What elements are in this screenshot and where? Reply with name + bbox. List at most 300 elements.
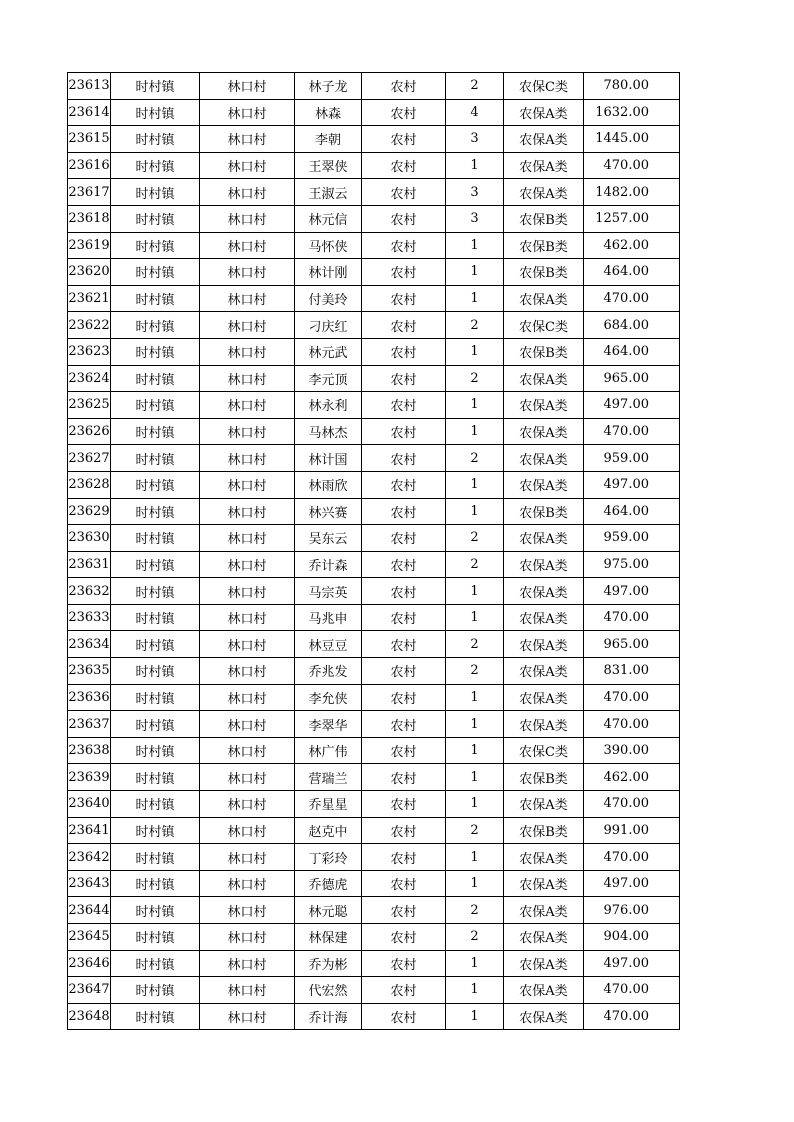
- cell-amount: 464.00: [584, 259, 680, 286]
- table-row: [68, 365, 680, 392]
- cell-category: 农保A类: [504, 392, 584, 419]
- cell-name: 林元武: [295, 338, 362, 365]
- cell-amount: 1482.00: [584, 179, 680, 206]
- cell-name: 乔星星: [295, 791, 362, 818]
- cell-village: 林口村: [200, 445, 295, 472]
- table-row: [68, 392, 680, 419]
- table-row: [68, 179, 680, 206]
- cell-type: 农村: [362, 631, 446, 658]
- cell-category: 农保A类: [504, 551, 584, 578]
- cell-name: 马宗英: [295, 578, 362, 605]
- table-row: [68, 791, 680, 818]
- table-row: [68, 205, 680, 232]
- cell-type: 农村: [362, 73, 446, 100]
- cell-town: 时村镇: [111, 471, 200, 498]
- cell-id: 23619: [68, 232, 111, 259]
- cell-town: 时村镇: [111, 924, 200, 951]
- cell-village: 林口村: [200, 551, 295, 578]
- cell-name: 李元顶: [295, 365, 362, 392]
- cell-type: 农村: [362, 924, 446, 951]
- cell-type: 农村: [362, 870, 446, 897]
- cell-type: 农村: [362, 950, 446, 977]
- cell-type: 农村: [362, 126, 446, 153]
- cell-count: 2: [446, 817, 504, 844]
- cell-amount: 470.00: [584, 285, 680, 312]
- cell-category: 农保A类: [504, 179, 584, 206]
- cell-village: 林口村: [200, 1003, 295, 1030]
- cell-category: 农保C类: [504, 73, 584, 100]
- cell-category: 农保A类: [504, 285, 584, 312]
- cell-name: 马怀侠: [295, 232, 362, 259]
- cell-id: 23643: [68, 870, 111, 897]
- cell-id: 23622: [68, 312, 111, 339]
- cell-town: 时村镇: [111, 126, 200, 153]
- cell-type: 农村: [362, 312, 446, 339]
- cell-name: 林元聪: [295, 897, 362, 924]
- cell-count: 1: [446, 259, 504, 286]
- table-body: [68, 73, 680, 1030]
- cell-town: 时村镇: [111, 365, 200, 392]
- table-row: [68, 312, 680, 339]
- cell-amount: 464.00: [584, 338, 680, 365]
- cell-category: 农保B类: [504, 338, 584, 365]
- cell-count: 1: [446, 232, 504, 259]
- table-row: [68, 684, 680, 711]
- cell-town: 时村镇: [111, 977, 200, 1004]
- cell-count: 1: [446, 418, 504, 445]
- cell-name: 赵克中: [295, 817, 362, 844]
- cell-category: 农保B类: [504, 259, 584, 286]
- cell-town: 时村镇: [111, 711, 200, 738]
- cell-id: 23620: [68, 259, 111, 286]
- cell-name: 付美玲: [295, 285, 362, 312]
- cell-village: 林口村: [200, 259, 295, 286]
- cell-count: 3: [446, 205, 504, 232]
- cell-village: 林口村: [200, 285, 295, 312]
- cell-type: 农村: [362, 99, 446, 126]
- cell-village: 林口村: [200, 365, 295, 392]
- cell-village: 林口村: [200, 604, 295, 631]
- cell-id: 23634: [68, 631, 111, 658]
- cell-count: 1: [446, 737, 504, 764]
- cell-town: 时村镇: [111, 658, 200, 685]
- cell-id: 23641: [68, 817, 111, 844]
- cell-town: 时村镇: [111, 73, 200, 100]
- cell-type: 农村: [362, 578, 446, 605]
- cell-category: 农保C类: [504, 737, 584, 764]
- table-row: [68, 338, 680, 365]
- table-row: [68, 73, 680, 100]
- cell-amount: 959.00: [584, 525, 680, 552]
- cell-count: 1: [446, 471, 504, 498]
- cell-amount: 975.00: [584, 551, 680, 578]
- cell-count: 2: [446, 73, 504, 100]
- cell-amount: 470.00: [584, 791, 680, 818]
- cell-category: 农保A类: [504, 711, 584, 738]
- cell-type: 农村: [362, 365, 446, 392]
- cell-id: 23639: [68, 764, 111, 791]
- cell-town: 时村镇: [111, 445, 200, 472]
- cell-count: 1: [446, 791, 504, 818]
- cell-id: 23646: [68, 950, 111, 977]
- cell-name: 林计国: [295, 445, 362, 472]
- cell-count: 4: [446, 99, 504, 126]
- cell-id: 23633: [68, 604, 111, 631]
- cell-count: 2: [446, 631, 504, 658]
- cell-type: 农村: [362, 418, 446, 445]
- cell-id: 23614: [68, 99, 111, 126]
- cell-name: 刁庆红: [295, 312, 362, 339]
- cell-id: 23624: [68, 365, 111, 392]
- cell-type: 农村: [362, 791, 446, 818]
- cell-town: 时村镇: [111, 498, 200, 525]
- cell-amount: 470.00: [584, 152, 680, 179]
- cell-type: 农村: [362, 737, 446, 764]
- cell-village: 林口村: [200, 498, 295, 525]
- cell-name: 林子龙: [295, 73, 362, 100]
- table-row: [68, 1003, 680, 1030]
- table-row: [68, 658, 680, 685]
- cell-type: 农村: [362, 977, 446, 1004]
- cell-town: 时村镇: [111, 950, 200, 977]
- cell-village: 林口村: [200, 179, 295, 206]
- cell-village: 林口村: [200, 924, 295, 951]
- cell-town: 时村镇: [111, 764, 200, 791]
- table-row: [68, 578, 680, 605]
- cell-village: 林口村: [200, 205, 295, 232]
- cell-amount: 780.00: [584, 73, 680, 100]
- cell-id: 23629: [68, 498, 111, 525]
- cell-village: 林口村: [200, 99, 295, 126]
- cell-town: 时村镇: [111, 152, 200, 179]
- cell-village: 林口村: [200, 791, 295, 818]
- cell-village: 林口村: [200, 338, 295, 365]
- cell-type: 农村: [362, 471, 446, 498]
- cell-category: 农保A类: [504, 471, 584, 498]
- cell-count: 1: [446, 152, 504, 179]
- cell-village: 林口村: [200, 471, 295, 498]
- cell-name: 王淑云: [295, 179, 362, 206]
- cell-village: 林口村: [200, 977, 295, 1004]
- cell-id: 23637: [68, 711, 111, 738]
- cell-town: 时村镇: [111, 525, 200, 552]
- cell-amount: 470.00: [584, 604, 680, 631]
- cell-name: 营瑞兰: [295, 764, 362, 791]
- cell-id: 23616: [68, 152, 111, 179]
- cell-category: 农保B类: [504, 232, 584, 259]
- cell-category: 农保A类: [504, 126, 584, 153]
- cell-category: 农保A类: [504, 152, 584, 179]
- cell-amount: 470.00: [584, 684, 680, 711]
- cell-count: 1: [446, 392, 504, 419]
- cell-amount: 464.00: [584, 498, 680, 525]
- cell-village: 林口村: [200, 312, 295, 339]
- table-row: [68, 631, 680, 658]
- cell-town: 时村镇: [111, 737, 200, 764]
- cell-town: 时村镇: [111, 1003, 200, 1030]
- cell-name: 林计刚: [295, 259, 362, 286]
- table-row: [68, 977, 680, 1004]
- cell-village: 林口村: [200, 392, 295, 419]
- cell-id: 23617: [68, 179, 111, 206]
- table-row: [68, 817, 680, 844]
- data-table-container: [67, 72, 679, 1030]
- cell-category: 农保A类: [504, 897, 584, 924]
- cell-amount: 470.00: [584, 977, 680, 1004]
- cell-amount: 470.00: [584, 844, 680, 871]
- cell-id: 23640: [68, 791, 111, 818]
- cell-category: 农保A类: [504, 604, 584, 631]
- cell-name: 乔德虎: [295, 870, 362, 897]
- cell-type: 农村: [362, 498, 446, 525]
- cell-name: 李朝: [295, 126, 362, 153]
- cell-name: 林豆豆: [295, 631, 362, 658]
- cell-town: 时村镇: [111, 418, 200, 445]
- cell-id: 23638: [68, 737, 111, 764]
- cell-count: 1: [446, 578, 504, 605]
- cell-town: 时村镇: [111, 604, 200, 631]
- cell-id: 23618: [68, 205, 111, 232]
- table-row: [68, 498, 680, 525]
- table-row: [68, 551, 680, 578]
- cell-village: 林口村: [200, 126, 295, 153]
- cell-village: 林口村: [200, 658, 295, 685]
- cell-name: 林兴赛: [295, 498, 362, 525]
- table-row: [68, 604, 680, 631]
- cell-category: 农保C类: [504, 312, 584, 339]
- cell-village: 林口村: [200, 578, 295, 605]
- cell-category: 农保A类: [504, 365, 584, 392]
- cell-type: 农村: [362, 259, 446, 286]
- cell-type: 农村: [362, 152, 446, 179]
- cell-type: 农村: [362, 844, 446, 871]
- cell-category: 农保A类: [504, 791, 584, 818]
- cell-village: 林口村: [200, 711, 295, 738]
- cell-id: 23635: [68, 658, 111, 685]
- cell-name: 李允侠: [295, 684, 362, 711]
- cell-type: 农村: [362, 1003, 446, 1030]
- cell-town: 时村镇: [111, 232, 200, 259]
- cell-type: 农村: [362, 392, 446, 419]
- cell-amount: 976.00: [584, 897, 680, 924]
- cell-id: 23632: [68, 578, 111, 605]
- cell-type: 农村: [362, 684, 446, 711]
- table-row: [68, 737, 680, 764]
- cell-type: 农村: [362, 285, 446, 312]
- cell-amount: 390.00: [584, 737, 680, 764]
- table-row: [68, 950, 680, 977]
- cell-type: 农村: [362, 764, 446, 791]
- cell-town: 时村镇: [111, 312, 200, 339]
- cell-town: 时村镇: [111, 338, 200, 365]
- cell-count: 1: [446, 684, 504, 711]
- cell-category: 农保A类: [504, 870, 584, 897]
- cell-amount: 470.00: [584, 418, 680, 445]
- cell-village: 林口村: [200, 764, 295, 791]
- cell-category: 农保A类: [504, 525, 584, 552]
- cell-count: 2: [446, 525, 504, 552]
- cell-type: 农村: [362, 604, 446, 631]
- cell-name: 王翠侠: [295, 152, 362, 179]
- cell-name: 乔计森: [295, 551, 362, 578]
- cell-town: 时村镇: [111, 897, 200, 924]
- cell-type: 农村: [362, 205, 446, 232]
- table-row: [68, 126, 680, 153]
- cell-id: 23628: [68, 471, 111, 498]
- cell-amount: 684.00: [584, 312, 680, 339]
- cell-category: 农保A类: [504, 418, 584, 445]
- cell-id: 23631: [68, 551, 111, 578]
- cell-count: 1: [446, 711, 504, 738]
- cell-id: 23625: [68, 392, 111, 419]
- table-row: [68, 445, 680, 472]
- cell-id: 23642: [68, 844, 111, 871]
- cell-name: 李翠华: [295, 711, 362, 738]
- table-row: [68, 285, 680, 312]
- cell-count: 2: [446, 312, 504, 339]
- cell-name: 林雨欣: [295, 471, 362, 498]
- cell-amount: 462.00: [584, 764, 680, 791]
- cell-id: 23644: [68, 897, 111, 924]
- cell-village: 林口村: [200, 817, 295, 844]
- cell-village: 林口村: [200, 152, 295, 179]
- cell-category: 农保A类: [504, 950, 584, 977]
- cell-amount: 1445.00: [584, 126, 680, 153]
- cell-id: 23621: [68, 285, 111, 312]
- cell-category: 农保A类: [504, 445, 584, 472]
- cell-count: 2: [446, 365, 504, 392]
- cell-type: 农村: [362, 232, 446, 259]
- cell-village: 林口村: [200, 73, 295, 100]
- data-table: [67, 72, 680, 1030]
- cell-town: 时村镇: [111, 791, 200, 818]
- cell-category: 农保B类: [504, 205, 584, 232]
- cell-town: 时村镇: [111, 684, 200, 711]
- cell-town: 时村镇: [111, 205, 200, 232]
- cell-name: 林永利: [295, 392, 362, 419]
- cell-id: 23647: [68, 977, 111, 1004]
- cell-type: 农村: [362, 658, 446, 685]
- table-row: [68, 525, 680, 552]
- cell-type: 农村: [362, 897, 446, 924]
- table-row: [68, 259, 680, 286]
- cell-village: 林口村: [200, 844, 295, 871]
- table-row: [68, 844, 680, 871]
- cell-amount: 831.00: [584, 658, 680, 685]
- cell-count: 2: [446, 551, 504, 578]
- table-row: [68, 924, 680, 951]
- cell-amount: 1257.00: [584, 205, 680, 232]
- cell-name: 乔计海: [295, 1003, 362, 1030]
- cell-town: 时村镇: [111, 179, 200, 206]
- cell-category: 农保A类: [504, 99, 584, 126]
- cell-name: 乔为彬: [295, 950, 362, 977]
- cell-category: 农保A类: [504, 631, 584, 658]
- cell-count: 2: [446, 924, 504, 951]
- cell-name: 林保建: [295, 924, 362, 951]
- cell-town: 时村镇: [111, 631, 200, 658]
- cell-name: 乔兆发: [295, 658, 362, 685]
- cell-village: 林口村: [200, 631, 295, 658]
- cell-type: 农村: [362, 711, 446, 738]
- cell-type: 农村: [362, 551, 446, 578]
- cell-village: 林口村: [200, 897, 295, 924]
- cell-town: 时村镇: [111, 392, 200, 419]
- cell-name: 马林杰: [295, 418, 362, 445]
- cell-count: 1: [446, 870, 504, 897]
- cell-id: 23648: [68, 1003, 111, 1030]
- cell-count: 2: [446, 897, 504, 924]
- table-row: [68, 418, 680, 445]
- cell-amount: 497.00: [584, 578, 680, 605]
- cell-amount: 965.00: [584, 631, 680, 658]
- cell-amount: 470.00: [584, 711, 680, 738]
- cell-name: 吴东云: [295, 525, 362, 552]
- cell-amount: 497.00: [584, 870, 680, 897]
- cell-count: 1: [446, 950, 504, 977]
- cell-name: 林元信: [295, 205, 362, 232]
- cell-town: 时村镇: [111, 99, 200, 126]
- cell-name: 林广伟: [295, 737, 362, 764]
- cell-category: 农保A类: [504, 1003, 584, 1030]
- cell-count: 1: [446, 1003, 504, 1030]
- cell-count: 1: [446, 285, 504, 312]
- cell-id: 23630: [68, 525, 111, 552]
- cell-town: 时村镇: [111, 817, 200, 844]
- cell-count: 1: [446, 977, 504, 1004]
- cell-category: 农保B类: [504, 817, 584, 844]
- cell-village: 林口村: [200, 950, 295, 977]
- cell-name: 马兆申: [295, 604, 362, 631]
- cell-category: 农保A类: [504, 977, 584, 1004]
- cell-category: 农保A类: [504, 844, 584, 871]
- cell-category: 农保B类: [504, 498, 584, 525]
- cell-town: 时村镇: [111, 551, 200, 578]
- cell-village: 林口村: [200, 737, 295, 764]
- cell-town: 时村镇: [111, 259, 200, 286]
- cell-category: 农保A类: [504, 924, 584, 951]
- cell-village: 林口村: [200, 684, 295, 711]
- table-row: [68, 471, 680, 498]
- table-row: [68, 711, 680, 738]
- cell-town: 时村镇: [111, 578, 200, 605]
- cell-category: 农保A类: [504, 684, 584, 711]
- cell-village: 林口村: [200, 418, 295, 445]
- cell-count: 1: [446, 338, 504, 365]
- cell-name: 林森: [295, 99, 362, 126]
- cell-amount: 904.00: [584, 924, 680, 951]
- cell-type: 农村: [362, 179, 446, 206]
- cell-type: 农村: [362, 817, 446, 844]
- cell-id: 23645: [68, 924, 111, 951]
- cell-amount: 497.00: [584, 950, 680, 977]
- cell-count: 1: [446, 604, 504, 631]
- cell-id: 23615: [68, 126, 111, 153]
- cell-name: 代宏然: [295, 977, 362, 1004]
- table-row: [68, 897, 680, 924]
- cell-type: 农村: [362, 338, 446, 365]
- cell-id: 23623: [68, 338, 111, 365]
- table-row: [68, 764, 680, 791]
- cell-category: 农保A类: [504, 658, 584, 685]
- cell-id: 23627: [68, 445, 111, 472]
- cell-category: 农保A类: [504, 578, 584, 605]
- cell-amount: 470.00: [584, 1003, 680, 1030]
- cell-type: 农村: [362, 445, 446, 472]
- cell-count: 1: [446, 764, 504, 791]
- table-row: [68, 870, 680, 897]
- table-row: [68, 152, 680, 179]
